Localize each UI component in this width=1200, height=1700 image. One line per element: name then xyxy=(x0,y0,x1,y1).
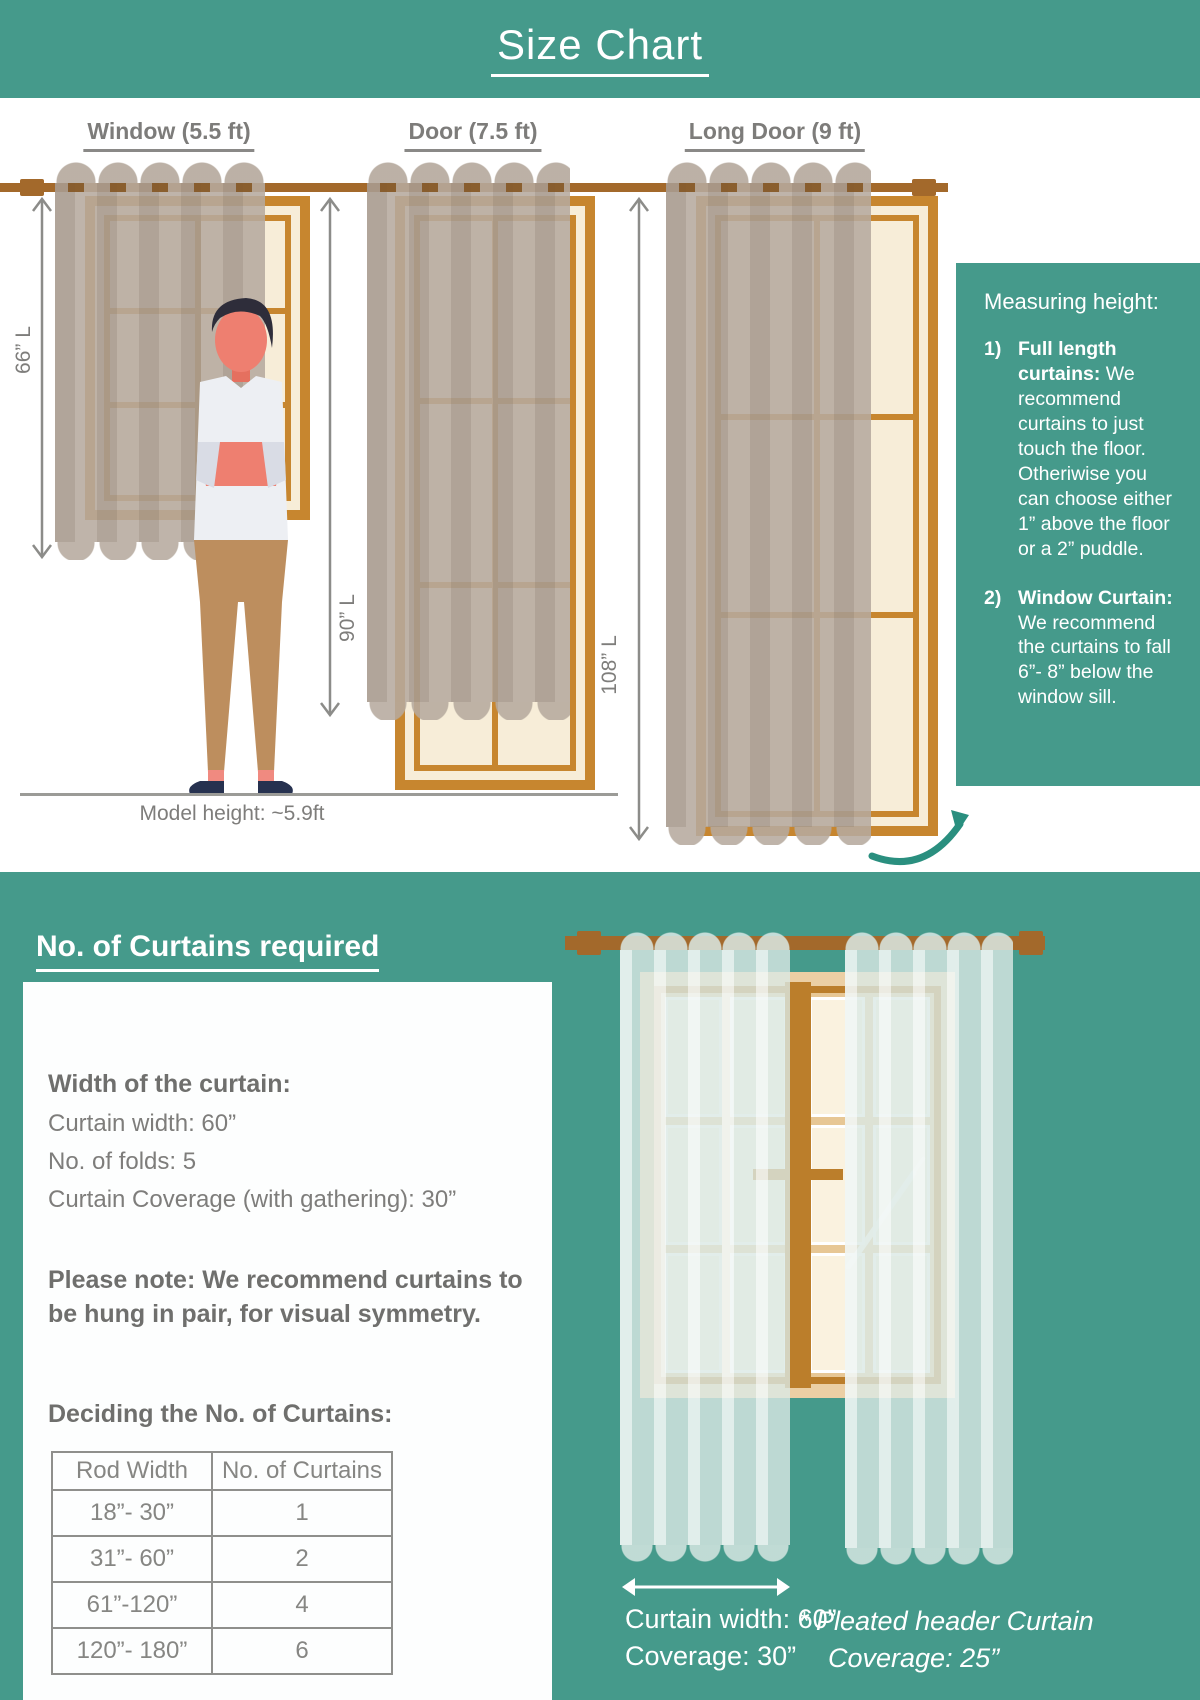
item-text xyxy=(1018,586,1180,711)
pleated-note-line2: Coverage: 25” xyxy=(828,1643,1000,1673)
cell-rod-width: 61”-120” xyxy=(52,1582,212,1628)
cell-count: 1 xyxy=(212,1490,392,1536)
measuring-item-2 xyxy=(984,586,1180,711)
spec-line: No. of folds: 5 xyxy=(48,1148,197,1175)
spec-line: Curtain width: 60” xyxy=(48,1110,237,1137)
curtain-width-label: Curtain width: 60” xyxy=(625,1604,837,1634)
sheer-curtain-left xyxy=(620,950,790,1545)
illustration-finial-right xyxy=(1019,931,1043,955)
curtain-108in xyxy=(666,183,871,827)
label-long-door: Long Door (9 ft) xyxy=(685,118,865,152)
item-number: 1) xyxy=(984,338,1002,360)
width-title: Width of the curtain: xyxy=(48,1070,291,1098)
rod-finial-left xyxy=(20,179,44,196)
measure-label-108: 108” L xyxy=(598,635,621,695)
pair-note: Please note: We recommend curtains to be hung in pair, for visual symmetry. xyxy=(48,1266,523,1328)
curtain-tabs xyxy=(367,183,570,192)
cell-rod-width: 120”- 180” xyxy=(52,1628,212,1674)
info-panel xyxy=(23,982,552,1700)
curtains-required-heading: No. of Curtains required xyxy=(36,930,379,972)
measure-arrow-66 xyxy=(30,196,54,560)
floor-line xyxy=(20,793,618,796)
rod-finial-right xyxy=(912,179,936,196)
curtain-count-table xyxy=(51,1451,393,1675)
pleated-note-line1: * Pleated header Curtain xyxy=(798,1606,1094,1636)
item-bold: Full length curtains: xyxy=(1018,338,1117,385)
label-door: Door (7.5 ft) xyxy=(404,118,541,152)
model-figure xyxy=(166,290,316,805)
item-number: 2) xyxy=(984,586,1002,609)
item-body: We recommend the curtains to fall 6”- 8” below the window sill. xyxy=(1018,611,1171,709)
cell-count: 2 xyxy=(212,1536,392,1582)
coverage-label: Coverage: 30” xyxy=(625,1641,797,1671)
curtain-90in xyxy=(367,183,570,702)
item-text xyxy=(1018,337,1180,562)
cell-count: 4 xyxy=(212,1582,392,1628)
illustration-finial-left xyxy=(577,931,601,955)
measure-label-90: 90” L xyxy=(336,594,359,642)
table-header-row xyxy=(52,1452,392,1490)
header xyxy=(0,0,1200,98)
spec-line: Curtain Coverage (with gathering): 30” xyxy=(48,1186,457,1213)
table-row xyxy=(52,1490,392,1536)
item-bold: Window Curtain: xyxy=(1018,586,1173,609)
measure-arrow-108 xyxy=(627,196,651,842)
curtain-tabs xyxy=(666,183,871,192)
sheer-curtain-right xyxy=(845,950,1013,1548)
measuring-height-box xyxy=(956,263,1200,786)
table-row xyxy=(52,1536,392,1582)
page-title: Size Chart xyxy=(491,21,709,77)
top-section xyxy=(0,98,1200,872)
width-arrow-icon xyxy=(621,1575,791,1599)
table-title: Deciding the No. of Curtains: xyxy=(48,1400,393,1428)
cell-rod-width: 31”- 60” xyxy=(52,1536,212,1582)
cell-count: 6 xyxy=(212,1628,392,1674)
measure-label-66: 66” L xyxy=(12,326,35,374)
label-window: Window (5.5 ft) xyxy=(83,118,254,152)
measuring-box-title: Measuring height: xyxy=(984,289,1159,314)
col-no-curtains: No. of Curtains xyxy=(212,1452,392,1490)
col-rod-width: Rod Width xyxy=(52,1452,212,1490)
model-height-caption: Model height: ~5.9ft xyxy=(139,802,325,825)
measuring-item-1 xyxy=(984,337,1180,562)
bottom-section xyxy=(0,872,1200,1700)
curtain-tabs xyxy=(55,183,265,192)
table-row xyxy=(52,1628,392,1674)
item-body: We recommend curtains to just touch the floor. Otheriwise you can choose either 1” above the floor or a 2” puddle. xyxy=(1018,362,1172,560)
table-row xyxy=(52,1582,392,1628)
curved-arrow-icon xyxy=(866,808,978,866)
cell-rod-width: 18”- 30” xyxy=(52,1490,212,1536)
